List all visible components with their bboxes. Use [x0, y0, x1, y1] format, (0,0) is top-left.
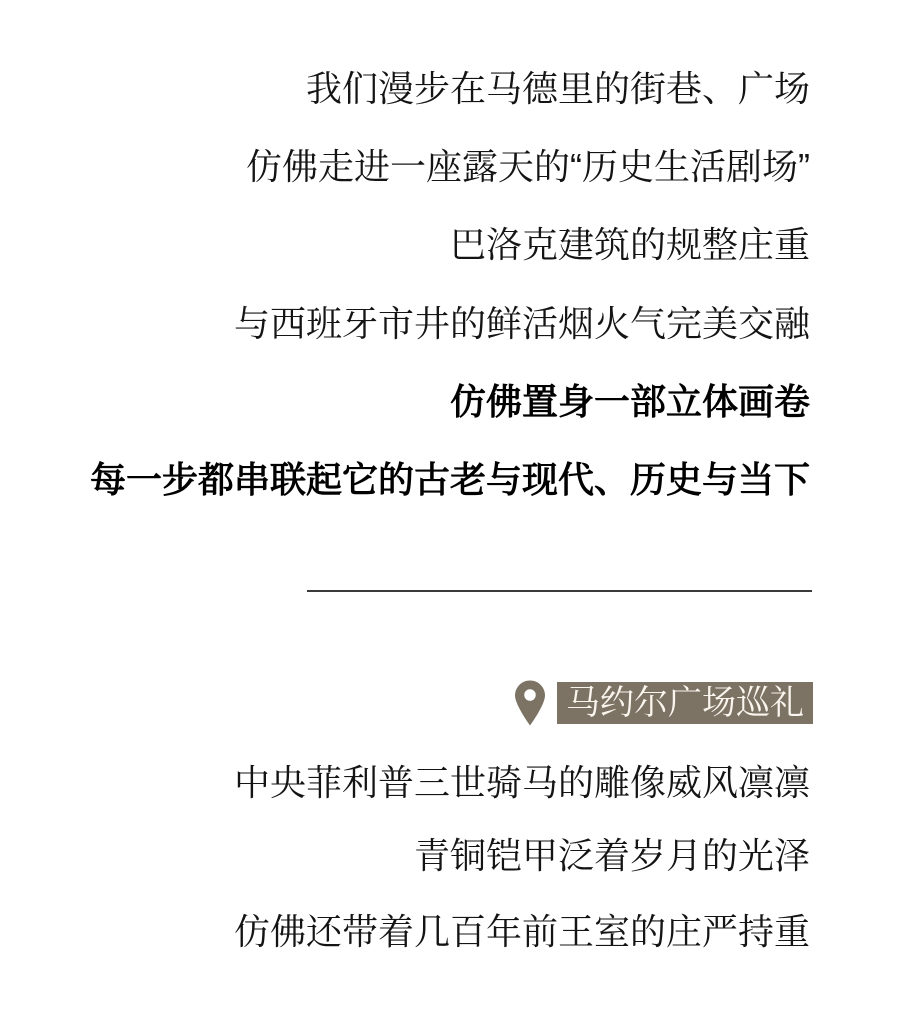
body-line-3: 仿佛还带着几百年前王室的庄严持重 [233, 911, 810, 952]
intro-line-3: 巴洛克建筑的规整庄重 [449, 224, 810, 265]
body-line-1: 中央菲利普三世骑马的雕像威风凛凛 [233, 762, 810, 803]
location-pin-icon [515, 680, 545, 726]
body-line-2: 青铜铠甲泛着岁月的光泽 [413, 835, 810, 876]
intro-line-5-bold: 仿佛置身一部立体画卷 [449, 381, 810, 422]
intro-line-1: 我们漫步在马德里的街巷、广场 [305, 68, 810, 109]
intro-line-2: 仿佛走进一座露天的“历史生活剧场” [246, 146, 810, 187]
section-divider [307, 590, 812, 592]
intro-line-4: 与西班牙市井的鲜活烟火气完美交融 [233, 303, 810, 344]
section-header [515, 680, 813, 726]
intro-line-6-bold: 每一步都串联起它的古老与现代、历史与当下 [89, 459, 810, 500]
section-badge: 马约尔广场巡礼 [557, 682, 813, 724]
